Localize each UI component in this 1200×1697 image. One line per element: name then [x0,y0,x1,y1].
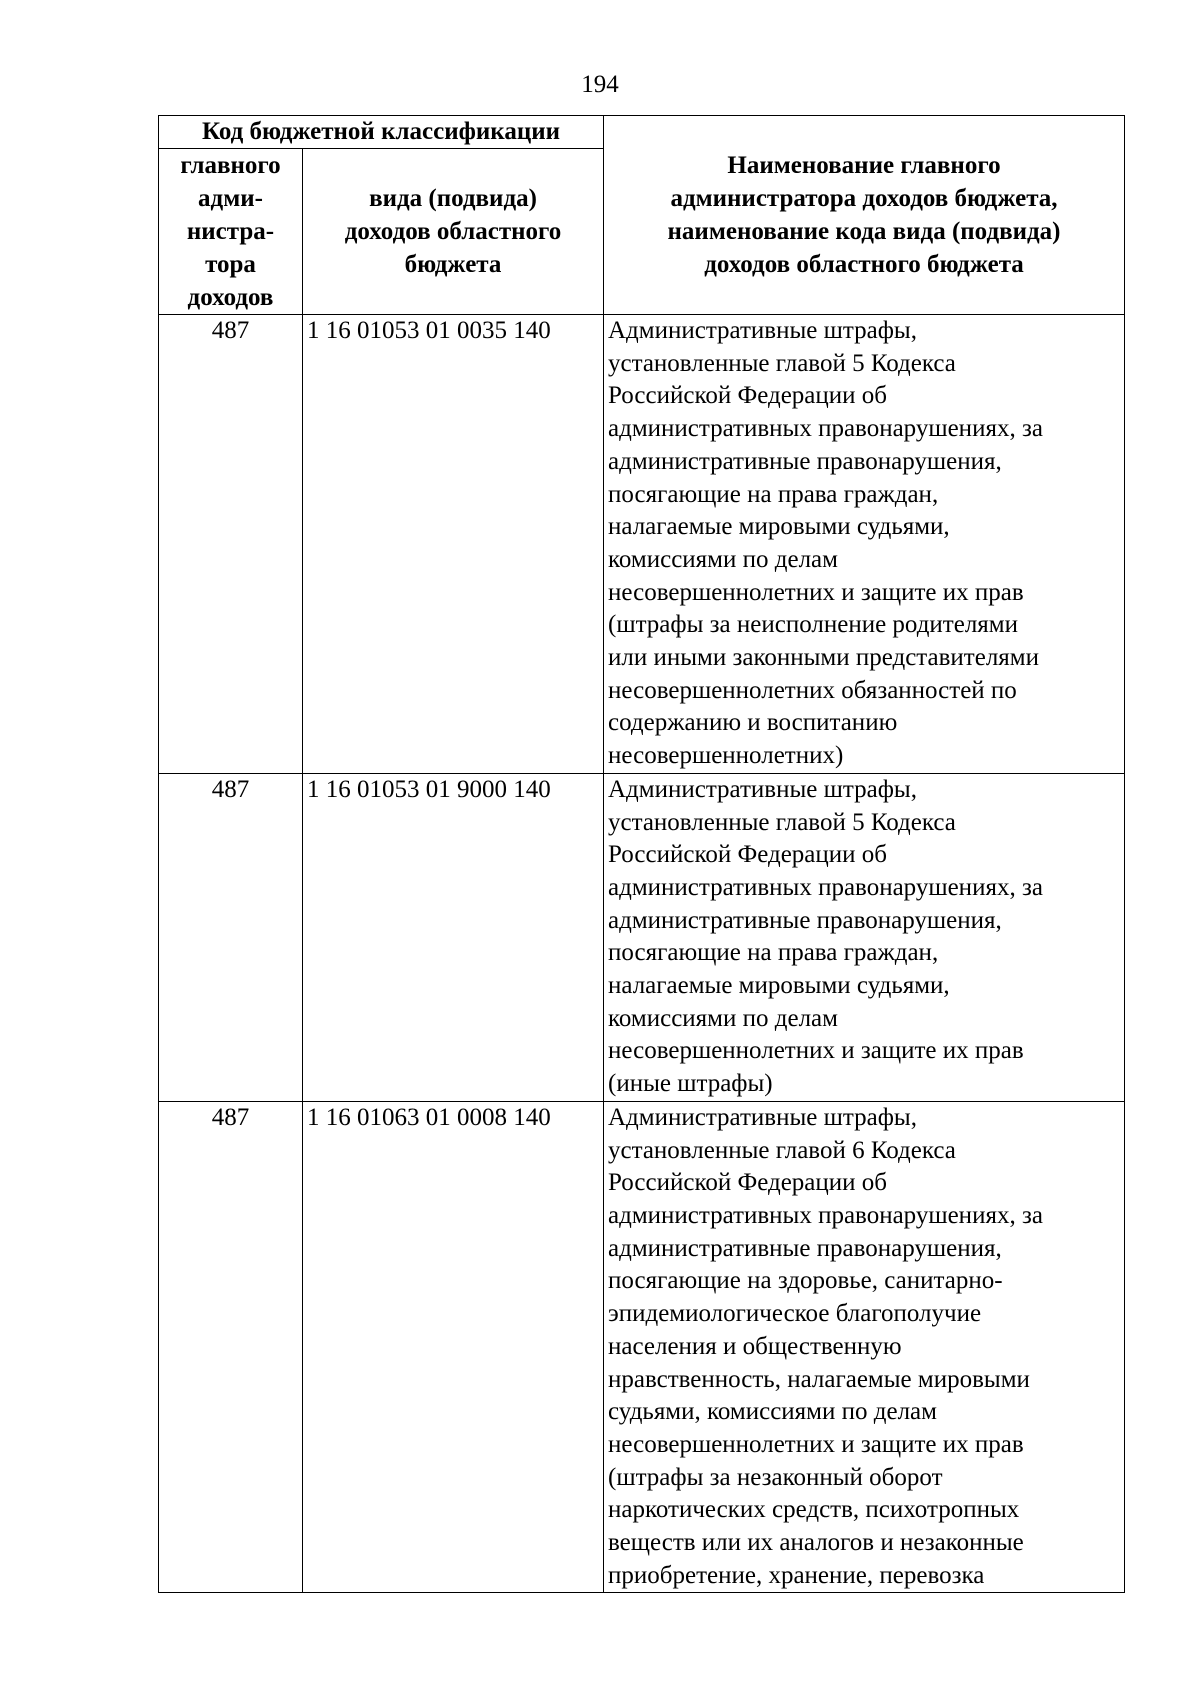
table-row [159,315,1125,774]
description-cell: Административные штрафы, установленные главой 6 Кодекса Российской Федерации об административных правонарушениях, за административные правонарушения, посягающие на здоровье, санитарно- эпидемиологическое благополучие населения и общественную нравственность, налагаемые мировыми судьями, комиссиями по делам несовершеннолетних и защите их прав (штрафы за незаконный оборот наркотических средств, психотропных веществ или их аналогов и незаконные приобретение, хранение, перевозка [604,1101,1125,1593]
table-row [159,773,1125,1101]
description-cell: Административные штрафы, установленные главой 5 Кодекса Российской Федерации об административных правонарушениях, за административные правонарушения, посягающие на права граждан, налагаемые мировыми судьями, комиссиями по делам несовершеннолетних и защите их прав (иные штрафы) [604,773,1125,1101]
admin-code-cell: 487 [159,1101,303,1593]
header-code-column: вида (подвида) доходов областного бюджета [303,149,604,315]
budget-classification-table [158,115,1125,1593]
income-code-cell: 1 16 01053 01 9000 140 [303,773,604,1101]
income-code-cell: 1 16 01053 01 0035 140 [303,315,604,774]
page-number: 194 [581,71,619,98]
description-cell: Административные штрафы, установленные главой 5 Кодекса Российской Федерации об административных правонарушениях, за административные правонарушения, посягающие на права граждан, налагаемые мировыми судьями, комиссиями по делам несовершеннолетних и защите их прав (штрафы за неисполнение родителями или иными законными представителями несовершеннолетних обязанностей по содержанию и воспитанию несовершеннолетних) [604,315,1125,774]
income-code-cell: 1 16 01063 01 0008 140 [303,1101,604,1593]
header-name-column: Наименование главного администратора доходов бюджета, наименование кода вида (подвида) доходов областного бюджета [604,116,1125,315]
header-group-budget-code: Код бюджетной классификации [159,116,604,149]
admin-code-cell: 487 [159,773,303,1101]
header-admin-column: главного адми- нистра- тора доходов [159,149,303,315]
table-row [159,1101,1125,1593]
admin-code-cell: 487 [159,315,303,774]
header-row-group [159,116,1125,149]
